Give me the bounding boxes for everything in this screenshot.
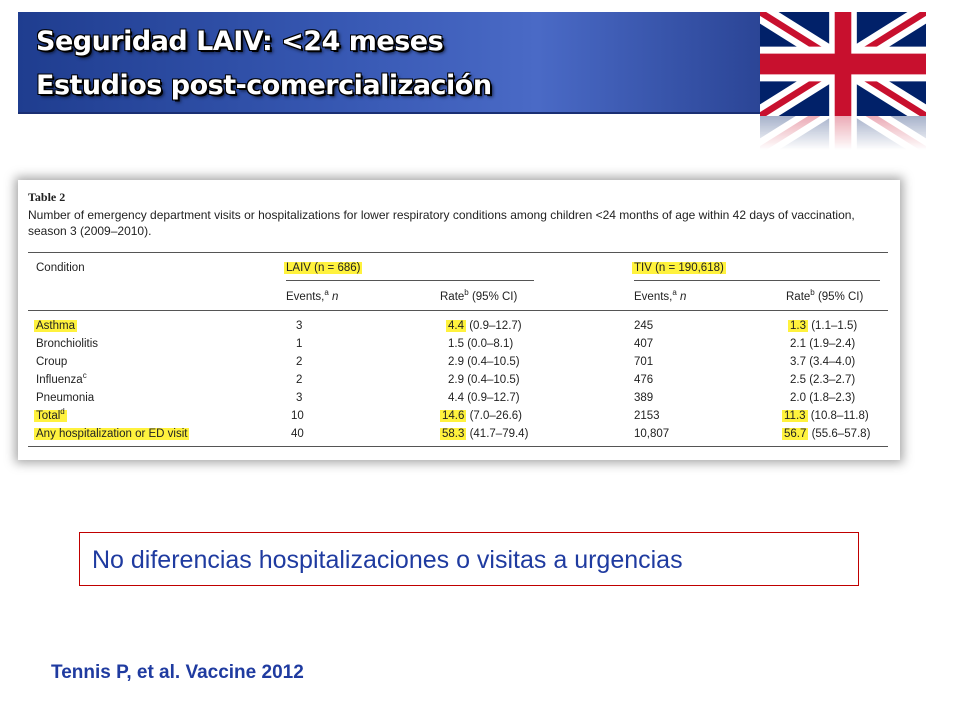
row-tiv-rate: 56.7 (55.6–57.8) <box>784 428 871 440</box>
row-laiv-events: 1 <box>296 338 303 350</box>
tiv-rate-header: Rate$^b$ (95% CI) <box>786 288 864 303</box>
row-laiv-rate: 4.4 (0.9–12.7) <box>448 392 520 404</box>
table-label: Table 2 <box>28 190 66 204</box>
citation: Tennis P, et al. Vaccine 2012 <box>51 662 304 683</box>
row-laiv-rate: 1.5 (0.0–8.1) <box>448 338 514 350</box>
row-laiv-events: 10 <box>291 410 304 422</box>
slide-title-line2: Estudios post-comercialización <box>36 70 492 101</box>
row-tiv-events: 407 <box>634 338 654 350</box>
condition-header: Condition <box>36 262 85 274</box>
row-laiv-events: 2 <box>296 356 303 368</box>
uk-flag-reflection <box>760 116 926 150</box>
row-laiv-rate: 2.9 (0.4–10.5) <box>448 356 520 368</box>
row-tiv-events: 245 <box>634 320 654 332</box>
table-image <box>18 180 900 460</box>
row-laiv-events: 3 <box>296 392 303 404</box>
conclusion-box <box>79 532 859 586</box>
row-condition: Croup <box>36 356 68 368</box>
row-laiv-rate: 2.9 (0.4–10.5) <box>448 374 520 386</box>
laiv-group-rule <box>286 280 534 281</box>
row-tiv-events: 10,807 <box>634 428 670 440</box>
tiv-events-header: Events,$^a$ n <box>634 288 687 303</box>
row-tiv-events: 389 <box>634 392 654 404</box>
row-laiv-events: 3 <box>296 320 303 332</box>
table-caption: Number of emergency department visits or hospitalizations for lower respiratory conditions among children <24 months of age within 42 days of vaccination, season 3 (2009–2010). <box>28 208 855 238</box>
header-bottom-rule <box>28 310 888 311</box>
row-tiv-rate: 2.0 (1.8–2.3) <box>790 392 856 404</box>
row-laiv-events: 2 <box>296 374 303 386</box>
row-laiv-rate: 14.6 (7.0–26.6) <box>442 410 523 422</box>
row-condition: Any hospitalization or ED visit <box>36 428 188 440</box>
conclusion-text: No diferencias hospitalizaciones o visitas a urgencias <box>92 546 683 574</box>
row-tiv-events: 476 <box>634 374 654 386</box>
row-tiv-events: 2153 <box>634 410 660 422</box>
row-tiv-events: 701 <box>634 356 654 368</box>
row-laiv-rate: 58.3 (41.7–79.4) <box>442 428 529 440</box>
tiv-group-rule <box>634 280 880 281</box>
row-condition: Influenza$^c$ <box>36 371 87 386</box>
row-laiv-events: 40 <box>291 428 304 440</box>
row-tiv-rate: 11.3 (10.8–11.8) <box>784 410 869 422</box>
table-bottom-rule <box>28 446 888 447</box>
row-condition: Bronchiolitis <box>36 338 98 350</box>
table-top-rule <box>28 252 888 253</box>
laiv-rate-header: Rate$^b$ (95% CI) <box>440 288 518 303</box>
uk-flag-icon <box>760 12 926 116</box>
row-tiv-rate: 3.7 (3.4–4.0) <box>790 356 856 368</box>
row-laiv-rate: 4.4 (0.9–12.7) <box>448 320 522 332</box>
laiv-events-header: Events,$^a$ n <box>286 288 339 303</box>
row-condition: Total$^d$ <box>36 407 65 422</box>
laiv-group-header: LAIV (n = 686) <box>286 262 361 274</box>
row-condition: Asthma <box>36 320 75 332</box>
row-tiv-rate: 2.1 (1.9–2.4) <box>790 338 856 350</box>
row-tiv-rate: 1.3 (1.1–1.5) <box>790 320 858 332</box>
row-condition: Pneumonia <box>36 392 95 404</box>
slide-title-line1: Seguridad LAIV: <24 meses <box>36 26 444 57</box>
tiv-group-header: TIV (n = 190,618) <box>634 262 724 274</box>
row-tiv-rate: 2.5 (2.3–2.7) <box>790 374 856 386</box>
